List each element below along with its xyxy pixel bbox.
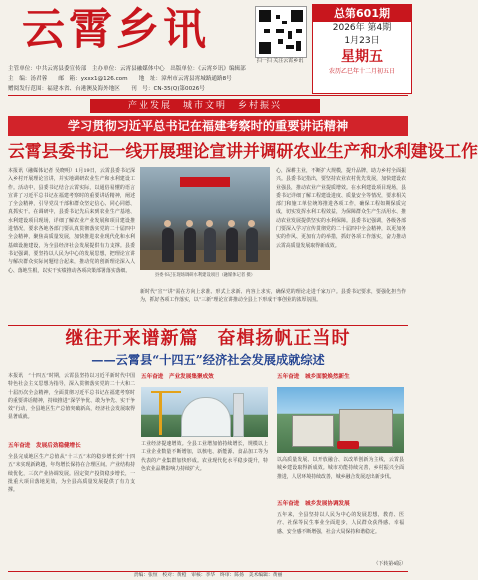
article2-col1: 全县完成地区生产总值从“十三五”末的稳步增长到“十四五”末实现新跨越，年均增长保持在合理区间。产业结构持续优化，三次产业协调发展。固定资产投资稳步增长，一批重大项目落地见效，为全县高质量发展提供了有力支撑。: [8, 454, 135, 494]
article2-section-label: 五年奋进 城乡面貌焕然新生: [277, 374, 350, 380]
person-figure: [204, 228, 216, 262]
banner-sign-graphic: [180, 177, 230, 187]
person-figure: [184, 228, 196, 262]
article2-col3b: 五年来，全县坚持以人民为中心的发展思想，教育、医疗、社保等民生事业全面进步，人民群众获得感、幸福感、安全感不断增强，社会大局保持和谐稳定。: [277, 512, 404, 535]
article1-col-bottom: 新时代“宣”“讲”需在方向上求准、形式上求新、内容上求实，确保党的理论走进千家万户。县委书记要求，要强化担当作为，抓好各项工作落实，以“三新”理论宣讲推动全县上下形成干事创业的浓厚氛围。: [140, 289, 406, 304]
article2-section-label: 五年奋进 产业发展集聚成效: [141, 374, 214, 380]
tower-graphic: [233, 393, 244, 437]
article1-photo: [140, 167, 270, 270]
article2-subhead: ——云霄县“十四五”经济社会发展成就综述: [91, 353, 325, 367]
issue-info-box: [312, 4, 412, 94]
article2-photo-plant: [141, 387, 268, 437]
issue-total: 总第601期: [313, 5, 411, 22]
masthead-divider: [8, 95, 408, 96]
qr-code-icon: [255, 6, 307, 58]
masthead-title: 云霄乡讯: [22, 5, 210, 55]
slogan-bar: 产业发展 城市文明 乡村振兴: [90, 99, 320, 113]
person-figure: [226, 228, 238, 262]
article2-col2: 工业经济提速增效。全县工业增加值持续增长，规模以上工业企业数量不断增加，以核电、新能源、食品加工等为代表的产业集群加快形成。农业现代化水平稳步提升，特色农业品牌影响力持续扩大。: [141, 441, 268, 472]
publisher-info: [8, 64, 308, 94]
page-footer: 责编：张恒 校对：黄橙 审核：李华 终审：陈扬 美术编辑：黄丽: [8, 571, 408, 580]
section-divider: [8, 325, 408, 326]
info-row: 主 编：汤君蓉 邮 箱：yxxx1@126.com 地 址：漳州市云霄县霄城路通路8号: [8, 76, 232, 82]
continue-note: （下转第4版）: [373, 561, 406, 567]
vehicle-graphic: [337, 441, 359, 449]
building-graphic: [292, 415, 334, 447]
person-head: [228, 220, 235, 227]
article2-headline: 继往开来谱新篇 奋楫扬帆正当时: [65, 328, 351, 349]
article1-col1: 本报讯（融媒体记者 吴晓明）1月19日，云霄县委书记深入乡村开展理论宣讲，并实地调研农业生产和水利建设工作。活动中，县委书记结合云霄实际，以通俗易懂的语言宣讲了习近平总书记在福建考察时的重要讲话精神，阐述了全会精神，引导党员干部和群众坚定信心、同心同德、真抓实干。在调研中，县委书记先后来到农业生产基地、水利建设项目现场，详细了解农业产业发展和项目建设推进情况，要求各地各部门要认真贯彻落实党的二十届四中全会精神，聚焦高质量发展，加快推进农业现代化和水利基础设施建设，为全县经济社会发展提供有力支撑。县委书记强调，要坚持以人民为中心的发展思想，把理论宣讲与解决群众实际问题结合起来，推动党的创新理论深入人心、落地生根，以实干实绩推动各项决策部署落实落细。: [8, 168, 135, 274]
info-row: 主管单位：中共云霄县委宣传部 主办单位：云霄县融媒体中心 出版单位：《云霄乡讯》编辑部: [8, 66, 246, 72]
article2-photo-town: [277, 387, 404, 453]
theme-banner: 学习贯彻习近平总书记在福建考察时的重要讲话精神: [8, 116, 408, 136]
article2-intro: 本报讯 “十四五”时期，云霄县坚持以习近平新时代中国特色社会主义思想为指导，深入贯彻落实党的二十大和二十届历次全会精神，全面贯彻习近平总书记在福建考察时的重要讲话精神，持续推进“深学争优、敢为争先、实干争效”行动，全县地区生产总值突破新高，经济社会发展取得显著成就。: [8, 373, 135, 421]
article2-section-label: 五年奋进 发展后劲稳健增长: [8, 443, 81, 449]
issue-weekday: 星期五: [341, 49, 383, 65]
article1-photo-caption: 县委书记在现场调研水利建设项目（融媒体记者 摄）: [154, 273, 256, 278]
issue-year: 2026年 第4期: [332, 23, 392, 33]
issue-lunar: 农历乙巳年十二月初五日: [328, 68, 395, 75]
issue-date: 1月23日: [344, 36, 380, 46]
reactor-dome-graphic: [181, 397, 231, 437]
person-head: [164, 220, 171, 227]
article2-col3: 以高质量发展、以开放融合、以改革创新为主线，云霄县城乡建设取得新成效。城市功能持续完善，乡村振兴全面推进，人居环境持续改善，城乡融合发展迈出新步伐。: [277, 457, 404, 480]
article2-section-label: 五年奋进 城乡发展协调发展: [277, 501, 350, 507]
person-head: [206, 220, 213, 227]
person-figure: [162, 228, 174, 262]
article1-headline: 云霄县委书记一线开展理论宣讲并调研农业生产和水利建设工作: [8, 141, 478, 161]
info-row: 赠阅发行范围：福建本省、台港澳及海外地区 刊 号：CN-35(Q)第0026号: [8, 86, 205, 92]
article1-col3: 心，深耕主业，不断扩大规模，提升品牌，助力乡村全面振兴。县委书记指出，要坚持农业农村优先发展，加快建设农业强县，推动农业产业提质增效。在水利建设项目现场，县委书记详细了解工程建设进度、质量安全等情况，要求相关部门和施工单位统筹推进各项工作，确保工程如期保质完成，切实发挥水利工程效益，为保障群众生产生活用水、推动农业发展提供坚实的水利保障。县委书记强调，各级各部门要深入学习宣传贯彻党的二十届四中全会精神，以更加务实的作风、更加有力的举措，抓好各项工作落实，奋力推动云霄高质量发展取得新成效。: [276, 168, 406, 249]
person-head: [186, 220, 193, 227]
crane-graphic: [159, 391, 162, 435]
person-figure: [246, 228, 258, 262]
person-head: [248, 220, 255, 227]
crane-arm-graphic: [151, 391, 181, 393]
qr-label: 扫一扫 关注云霄乡讯: [256, 58, 304, 64]
